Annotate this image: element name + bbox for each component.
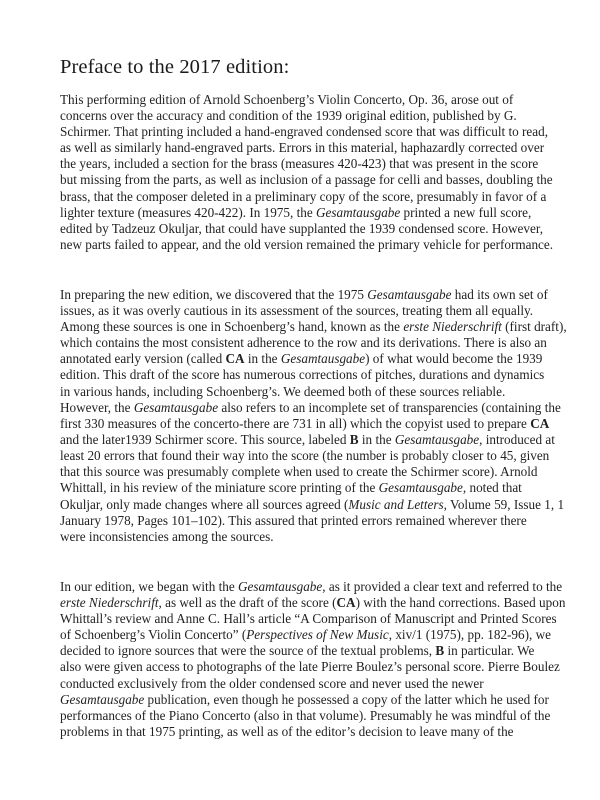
- text-line: [60, 659, 565, 675]
- text-run: publication, even though he possessed a copy of the latter which he used for: [144, 691, 549, 707]
- text-line: [60, 351, 567, 367]
- text-line: [60, 480, 564, 496]
- text-line: [60, 432, 564, 448]
- text-line: [60, 579, 565, 595]
- text-line: [60, 724, 565, 740]
- text-line: [60, 692, 565, 708]
- italic-text: Gesamtausgabe: [60, 691, 145, 707]
- text-run: conducted exclusively from the older condensed score and never used the newer: [60, 675, 484, 691]
- italic-text: Gesamtausgabe: [315, 204, 401, 220]
- text-line: [60, 384, 567, 400]
- text-run: In our edition, we began with the: [60, 579, 238, 594]
- text-run: (first draft),: [501, 319, 567, 335]
- text-line: [60, 319, 567, 335]
- text-line: [60, 497, 564, 513]
- text-line: [60, 708, 565, 724]
- text-run: and the later1939 Schirmer score. This source, labeled: [60, 432, 350, 448]
- text-run: , Volume 59, Issue 1, 1: [443, 496, 565, 512]
- text-line: [60, 595, 565, 611]
- italic-text: Gesamtausgabe: [394, 432, 480, 448]
- text-line: [60, 416, 564, 432]
- italic-text: erste Niederschrift: [403, 319, 502, 335]
- text-run: , as it provided a clear text and referred to the: [322, 579, 563, 594]
- text-run: Among these sources is one in Schoenberg’s hand, known as the: [60, 319, 404, 335]
- text-run: , as well as the draft of the score (: [158, 595, 337, 611]
- text-run: in the: [244, 351, 281, 367]
- italic-text: Gesamtausgabe: [280, 351, 366, 367]
- text-run: printed a new full score,: [400, 204, 532, 220]
- italic-text: Perspectives of New Music: [246, 627, 389, 643]
- text-run: Schirmer. That printing included a hand-engraved condensed score that was difficult to read,: [60, 124, 549, 140]
- text-line: [60, 303, 567, 319]
- text-run: Whittall, in his review of the miniature score printing of the: [60, 480, 379, 496]
- text-run: as well as similarly hand-engraved parts. Errors in this material, haphazardly corrected over: [60, 140, 545, 156]
- text-run: in the: [358, 432, 395, 448]
- text-run: edition. This draft of the score has numerous corrections of pitches, durations and dynamics: [60, 367, 545, 383]
- text-run: lighter texture (measures 420-422). In 1975, the: [60, 204, 316, 220]
- text-run: first 330 measures of the concerto-there are 731 in all) which the copyist used to prepare: [60, 416, 531, 432]
- paragraph-our-edition: [60, 579, 565, 740]
- text-line: [60, 172, 553, 188]
- text-run: new parts failed to appear, and the old version remained the primary vehicle for performance.: [60, 236, 554, 252]
- text-line: [60, 156, 553, 172]
- text-run: performances of the Piano Concerto (also in that volume). Presumably he was mindful of the: [60, 707, 551, 723]
- bold-text: B: [435, 643, 445, 659]
- text-line: [60, 627, 565, 643]
- text-run: least 20 errors that found their way into the score (the number is probably closer to 45, given: [60, 448, 550, 464]
- text-line: [60, 189, 553, 205]
- text-line: [60, 448, 564, 464]
- text-line: [60, 611, 565, 627]
- page-title: Preface to the 2017 edition:: [60, 56, 290, 78]
- text-run: , introduced at: [479, 432, 555, 448]
- italic-text: Gesamtausgabe: [367, 287, 452, 302]
- text-run: in particular. We: [444, 643, 535, 659]
- text-run: which contains the most consistent adherence to the row and its derivations. There is also an: [60, 335, 547, 351]
- text-run: in various hands, including Schoenberg’s. We deemed both of these sources reliable.: [60, 383, 506, 399]
- italic-text: Gesamtausgabe: [378, 480, 463, 496]
- text-line: [60, 529, 564, 545]
- bold-text: CA: [225, 351, 245, 367]
- text-run: annotated early version (called: [60, 351, 226, 367]
- text-run: Whittall’s review and Anne C. Hall’s article “A Comparison of Manuscript and Printed Scores: [60, 611, 557, 627]
- italic-text: Gesamtausgabe: [238, 579, 323, 594]
- text-line: [60, 124, 553, 140]
- text-run: decided to ignore sources that were the source of the textual problems,: [60, 643, 436, 659]
- text-line: [60, 513, 564, 529]
- text-run: also refers to an incomplete set of transparencies (containing the: [218, 400, 561, 415]
- text-run: issues, as it was overly cautious in its assessment of the sources, treating them all equally.: [60, 303, 534, 319]
- text-run: , noted that: [462, 480, 522, 496]
- text-line: [60, 287, 567, 303]
- text-line: [60, 676, 565, 692]
- text-line: [60, 335, 567, 351]
- bold-text: CA: [530, 416, 550, 432]
- text-run: However, the: [60, 400, 134, 415]
- text-run: had its own set of: [451, 287, 548, 302]
- text-run: ) with the hand corrections. Based upon: [355, 595, 566, 611]
- text-line: [60, 237, 553, 253]
- text-run: the years, included a section for the brass (measures 420-423) that was present in the score: [60, 156, 539, 172]
- text-line: [60, 367, 567, 383]
- text-run: concerns over the accuracy and condition of the 1939 original edition, published by G.: [60, 108, 517, 124]
- text-line: [60, 140, 553, 156]
- italic-text: Gesamtausgabe: [133, 400, 219, 415]
- text-run: Okuljar, only made changes where all sources agreed (: [60, 496, 349, 512]
- text-line: [60, 643, 565, 659]
- text-line: [60, 221, 553, 237]
- text-run: that this source was presumably complete when used to create the Schirmer score). Arnold: [60, 464, 538, 480]
- paragraph-history: [60, 92, 553, 253]
- paragraph-transparencies: [60, 400, 564, 545]
- italic-text: Music and Letters: [348, 496, 444, 512]
- text-run: , xiv/1 (1975), pp. 182-96), we: [388, 627, 551, 643]
- text-line: [60, 92, 553, 108]
- text-run: were inconsistencies among the sources.: [60, 528, 274, 544]
- text-run: of Schoenberg’s Violin Concerto” (: [60, 627, 247, 643]
- italic-text: erste Niederschrift: [60, 595, 159, 611]
- text-run: January 1978, Pages 101–102). This assured that printed errors remained wherever there: [60, 512, 527, 528]
- text-run: problems in that 1975 printing, as well as of the editor’s decision to leave many of the: [60, 723, 514, 739]
- text-run: edited by Tadzeuz Okuljar, that could have supplanted the 1939 condensed score. However,: [60, 220, 543, 236]
- paragraph-sources: [60, 287, 567, 400]
- text-run: but missing from the parts, as well as inclusion of a passage for celli and basses, doubling the: [60, 172, 553, 188]
- text-run: ) of what would become the 1939: [365, 351, 543, 367]
- text-line: [60, 464, 564, 480]
- text-line: [60, 205, 553, 221]
- text-run: This performing edition of Arnold Schoenberg’s Violin Concerto, Op. 36, arose out of: [60, 92, 514, 107]
- text-line: [60, 108, 553, 124]
- text-run: In preparing the new edition, we discovered that the 1975: [60, 287, 368, 302]
- text-line: [60, 400, 564, 416]
- bold-text: B: [349, 432, 359, 448]
- text-run: brass, that the composer deleted in a preliminary copy of the score, presumably in favor of a: [60, 188, 547, 204]
- text-run: also were given access to photographs of the late Pierre Boulez’s personal score. Pierre Boulez: [60, 659, 560, 675]
- bold-text: CA: [336, 595, 356, 611]
